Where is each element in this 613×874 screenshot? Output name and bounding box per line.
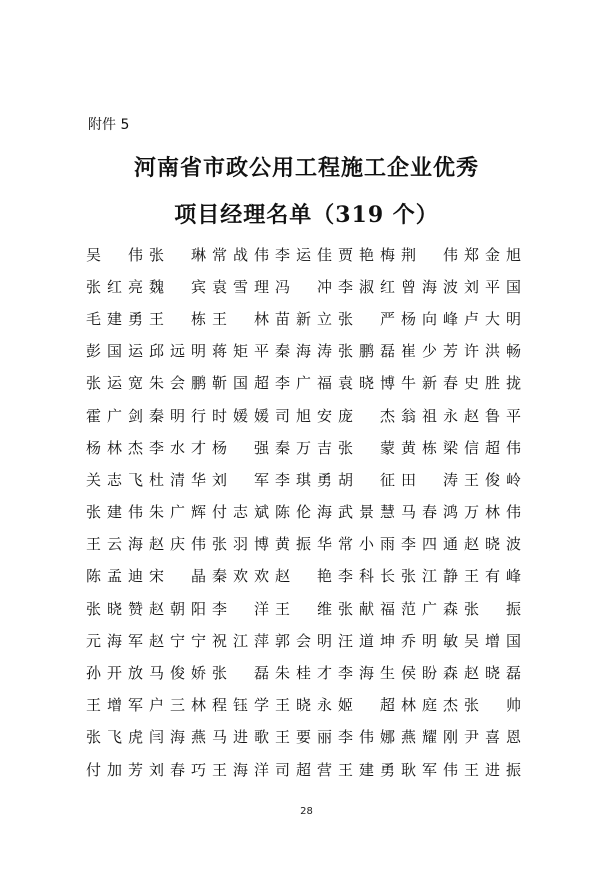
name-cell: 卢 大 明 bbox=[464, 309, 521, 328]
name-cell: 赵 鲁 平 bbox=[464, 406, 521, 425]
name-cell: 吴 伟 bbox=[86, 245, 143, 264]
name-cell: 秦 明 行 bbox=[149, 406, 206, 425]
name-cell: 荆 伟 bbox=[401, 245, 458, 264]
name-cell: 张 建 伟 bbox=[86, 503, 143, 522]
name-cell: 田 涛 bbox=[401, 470, 458, 489]
name-cell: 付 志 斌 bbox=[212, 503, 269, 522]
name-cell: 牛 新 春 bbox=[401, 374, 458, 393]
name-cell: 乔 明 敏 bbox=[401, 631, 458, 650]
name-cell: 刘 平 国 bbox=[464, 277, 521, 296]
name-cell: 朱 桂 才 bbox=[275, 664, 332, 683]
name-cell: 张 琳 bbox=[149, 245, 206, 264]
attachment-label: 附件 5 bbox=[88, 117, 130, 133]
name-cell: 元 海 军 bbox=[86, 631, 143, 650]
name-cell: 李 海 生 bbox=[338, 664, 395, 683]
name-cell: 燕 耀 刚 bbox=[401, 728, 458, 747]
name-cell: 张 晓 赞 bbox=[86, 599, 143, 618]
name-cell: 李 淑 红 bbox=[338, 277, 395, 296]
name-cell: 彭 国 运 bbox=[86, 342, 143, 361]
name-cell: 王 增 军 bbox=[86, 696, 143, 715]
name-cell: 张 江 静 bbox=[401, 567, 458, 586]
name-cell: 常 小 雨 bbox=[338, 535, 395, 554]
name-cell: 孙 开 放 bbox=[86, 664, 143, 683]
name-cell: 尹 喜 恩 bbox=[464, 728, 521, 747]
name-cell: 张 严 bbox=[338, 309, 395, 328]
name-cell: 黄 振 华 bbox=[275, 535, 332, 554]
name-cell: 王 俊 岭 bbox=[464, 470, 521, 489]
name-cell: 郭 会 明 bbox=[275, 631, 332, 650]
name-cell: 陈 孟 迪 bbox=[86, 567, 143, 586]
name-cell: 冯 冲 bbox=[275, 277, 332, 296]
name-cell: 吴 增 国 bbox=[464, 631, 521, 650]
name-list bbox=[86, 238, 527, 785]
name-cell: 李 四 通 bbox=[401, 535, 458, 554]
name-cell: 李 广 福 bbox=[275, 374, 332, 393]
name-cell: 许 洪 畅 bbox=[464, 342, 521, 361]
name-cell: 秦 欢 欢 bbox=[212, 567, 269, 586]
name-cell: 闫 海 燕 bbox=[149, 728, 206, 747]
name-cell: 张 羽 博 bbox=[212, 535, 269, 554]
name-cell: 司 超 营 bbox=[275, 760, 332, 779]
page-number: 28 bbox=[300, 806, 313, 817]
name-cell: 赵 庆 伟 bbox=[149, 535, 206, 554]
name-cell: 刘 春 巧 bbox=[149, 760, 206, 779]
name-cell: 庞 杰 bbox=[338, 406, 395, 425]
name-cell: 杜 清 华 bbox=[149, 470, 206, 489]
name-cell: 崔 少 芳 bbox=[401, 342, 458, 361]
name-cell: 张 蒙 bbox=[338, 438, 395, 457]
name-cell: 林 庭 杰 bbox=[401, 696, 458, 715]
name-cell: 霍 广 剑 bbox=[86, 406, 143, 425]
name-cell: 刘 军 bbox=[212, 470, 269, 489]
name-cell: 耿 军 伟 bbox=[401, 760, 458, 779]
name-cell: 关 志 飞 bbox=[86, 470, 143, 489]
name-cell: 范 广 森 bbox=[401, 599, 458, 618]
name-cell: 翁 祖 永 bbox=[401, 406, 458, 425]
name-cell: 王 维 bbox=[275, 599, 332, 618]
name-cell: 袁 晓 博 bbox=[338, 374, 395, 393]
name-cell: 张 振 bbox=[464, 599, 521, 618]
name-cell: 赵 晓 磊 bbox=[464, 664, 521, 683]
name-cell: 李 运 佳 bbox=[275, 245, 332, 264]
name-cell: 杨 林 杰 bbox=[86, 438, 143, 457]
name-cell: 赵 朝 阳 bbox=[149, 599, 206, 618]
name-cell: 黄 栋 梁 bbox=[401, 438, 458, 457]
name-cell: 史 胜 拢 bbox=[464, 374, 521, 393]
name-cell: 杨 向 峰 bbox=[401, 309, 458, 328]
name-cell: 王 云 海 bbox=[86, 535, 143, 554]
name-cell: 秦 海 涛 bbox=[275, 342, 332, 361]
name-cell: 汪 道 坤 bbox=[338, 631, 395, 650]
name-cell: 毛 建 勇 bbox=[86, 309, 143, 328]
name-cell: 杨 强 bbox=[212, 438, 269, 457]
name-cell: 李 伟 娜 bbox=[338, 728, 395, 747]
name-cell: 李 洋 bbox=[212, 599, 269, 618]
name-cell: 常 战 伟 bbox=[212, 245, 269, 264]
name-cell: 曾 海 波 bbox=[401, 277, 458, 296]
name-cell: 王 栋 bbox=[149, 309, 206, 328]
name-cell: 王 要 丽 bbox=[275, 728, 332, 747]
name-cell: 司 旭 安 bbox=[275, 406, 332, 425]
name-cell: 赵 艳 bbox=[275, 567, 332, 586]
name-cell: 赵 宁 宁 bbox=[149, 631, 206, 650]
name-cell: 魏 宾 bbox=[149, 277, 206, 296]
name-cell: 马 俊 娇 bbox=[149, 664, 206, 683]
name-cell: 贾 艳 梅 bbox=[338, 245, 395, 264]
name-cell: 王 林 bbox=[212, 309, 269, 328]
name-cell: 李 琪 勇 bbox=[275, 470, 332, 489]
name-cell: 王 进 振 bbox=[464, 760, 521, 779]
name-cell: 付 加 芳 bbox=[86, 760, 143, 779]
name-cell: 张 运 宽 bbox=[86, 374, 143, 393]
name-cell: 邱 远 明 bbox=[149, 342, 206, 361]
name-cell: 马 进 歌 bbox=[212, 728, 269, 747]
name-cell: 张 红 亮 bbox=[86, 277, 143, 296]
name-cell: 武 景 慧 bbox=[338, 503, 395, 522]
name-cell: 时 媛 媛 bbox=[212, 406, 269, 425]
name-cell: 程 钰 学 bbox=[212, 696, 269, 715]
name-cell: 张 飞 虎 bbox=[86, 728, 143, 747]
name-cell: 胡 征 bbox=[338, 470, 395, 489]
name-cell: 李 科 长 bbox=[338, 567, 395, 586]
name-cell: 袁 雪 理 bbox=[212, 277, 269, 296]
name-cell: 朱 会 鹏 bbox=[149, 374, 206, 393]
name-cell: 陈 伦 海 bbox=[275, 503, 332, 522]
name-cell: 朱 广 辉 bbox=[149, 503, 206, 522]
document-title-line-1: 河南省市政公用工程施工企业优秀 bbox=[133, 155, 479, 181]
name-cell: 赵 晓 波 bbox=[464, 535, 521, 554]
name-cell: 宋 晶 bbox=[149, 567, 206, 586]
name-cell: 万 林 伟 bbox=[464, 503, 521, 522]
name-cell: 靳 国 超 bbox=[212, 374, 269, 393]
name-cell: 姬 超 bbox=[338, 696, 395, 715]
name-cell: 张 磊 bbox=[212, 664, 269, 683]
name-cell: 祝 江 萍 bbox=[212, 631, 269, 650]
name-cell: 王 海 洋 bbox=[212, 760, 269, 779]
name-cell: 王 有 峰 bbox=[464, 567, 521, 586]
name-cell: 王 晓 永 bbox=[275, 696, 332, 715]
name-cell: 张 鹏 磊 bbox=[338, 342, 395, 361]
name-cell: 王 建 勇 bbox=[338, 760, 395, 779]
name-cell: 马 春 鸿 bbox=[401, 503, 458, 522]
name-cell: 信 超 伟 bbox=[464, 438, 521, 457]
name-cell: 户 三 林 bbox=[149, 696, 206, 715]
name-cell: 李 水 才 bbox=[149, 438, 206, 457]
name-cell: 蒋 矩 平 bbox=[212, 342, 269, 361]
name-cell: 秦 万 吉 bbox=[275, 438, 332, 457]
name-cell: 苗 新 立 bbox=[275, 309, 332, 328]
document-title-line-2: 项目经理名单（319 个） bbox=[174, 202, 439, 228]
name-cell: 郑 金 旭 bbox=[464, 245, 521, 264]
name-cell: 张 帅 bbox=[464, 696, 521, 715]
name-cell: 张 献 福 bbox=[338, 599, 395, 618]
name-cell: 侯 盼 森 bbox=[401, 664, 458, 683]
